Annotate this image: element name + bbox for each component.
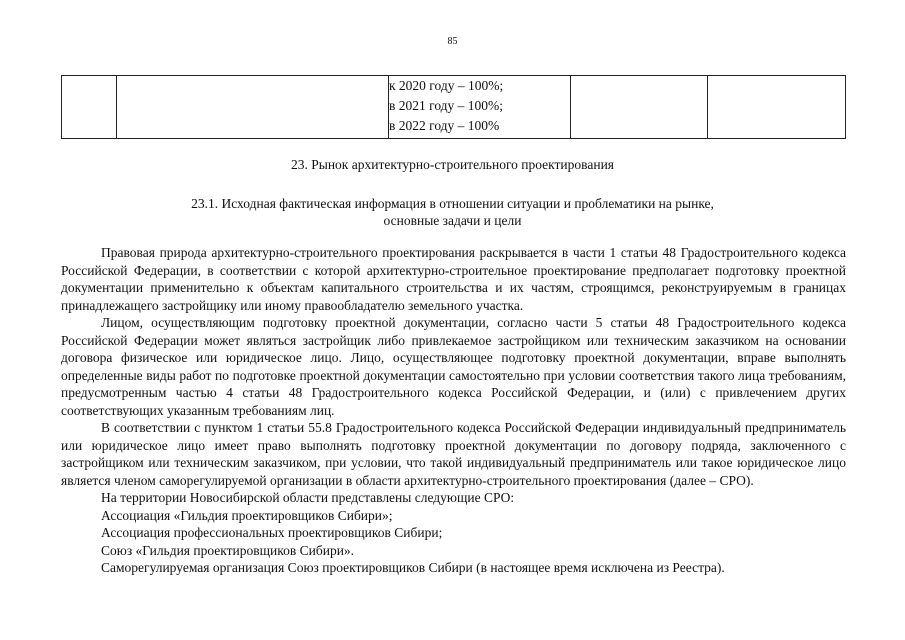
target-line-2022: в 2022 году – 100%: [389, 118, 500, 133]
table-cell-empty: [62, 76, 117, 139]
subsection-title-line1: 23.1. Исходная фактическая информация в отношении ситуации и проблематики на рынке,: [191, 196, 714, 211]
paragraph-sro-requirement: В соответствии с пунктом 1 статьи 55.8 Градостроительного кодекса Российской Федерации индивидуальный предприниматель или юридическое лицо имеет право выполнять подготовку проектной документации по договору подряда, заключенного с застройщиком или техническим заказчиком, при условии, что такой индивидуальный предприниматель или такое юридическое лицо является членом саморегулируемой организации в области архитектурно-строительного проектирования (далее – СРО).: [61, 420, 846, 488]
list-item: Саморегулируемая организация Союз проектировщиков Сибири (в настоящее время исключена из Реестра).: [101, 560, 725, 575]
list-item: Ассоциация профессиональных проектировщиков Сибири;: [101, 525, 443, 540]
paragraph-legal-nature: Правовая природа архитектурно-строительного проектирования раскрывается в части 1 статьи 48 Градостроительного кодекса Российской Федерации, в соответствии с которой архитектурно-строительное проектирование предполагает подготовку проектной документации применительно к объектам капитального строительства и их частям, строящимся, реконструируемым в границах принадлежащего застройщику или иному правообладателю земельного участка.: [61, 245, 846, 313]
table-cell-targets: [389, 76, 571, 139]
body-text: [61, 244, 846, 577]
table-cell-empty: [708, 76, 846, 139]
subsection-title: [0, 195, 905, 229]
paragraph-sro-list-intro: На территории Новосибирской области представлены следующие СРО:: [101, 490, 515, 505]
list-item: Союз «Гильдия проектировщиков Сибири».: [101, 542, 355, 558]
table-cell-empty: [571, 76, 708, 139]
list-item: Ассоциация «Гильдия проектировщиков Сибири»;: [101, 507, 393, 523]
continuation-table: [61, 75, 846, 139]
paragraph-designer: Лицом, осуществляющим подготовку проектной документации, согласно части 5 статьи 48 Градостроительного кодекса Российской Федерации может являться застройщик либо привлекаемое застройщиком или техническим заказчиком на основании договора физическое или юридическое лицо. Лицо, осуществляющее подготовку проектной документации, вправе выполнять определенные виды работ по подготовке проектной документации самостоятельно при условии соответствия такого лица требованиям, предусмотренным частью 4 статьи 48 Градостроительного кодекса Российской Федерации, и (или) с привлечением других соответствующих указанным требованиям лиц.: [61, 315, 846, 418]
section-title: 23. Рынок архитектурно-строительного проектирования: [290, 157, 615, 172]
target-line-2021: в 2021 году – 100%;: [389, 98, 504, 113]
subsection-title-line2: основные задачи и цели: [383, 213, 522, 228]
target-line-2020: к 2020 году – 100%;: [389, 78, 504, 93]
table-cell-empty: [117, 76, 389, 139]
table-row: [62, 76, 846, 139]
page-number: 85: [447, 36, 458, 47]
